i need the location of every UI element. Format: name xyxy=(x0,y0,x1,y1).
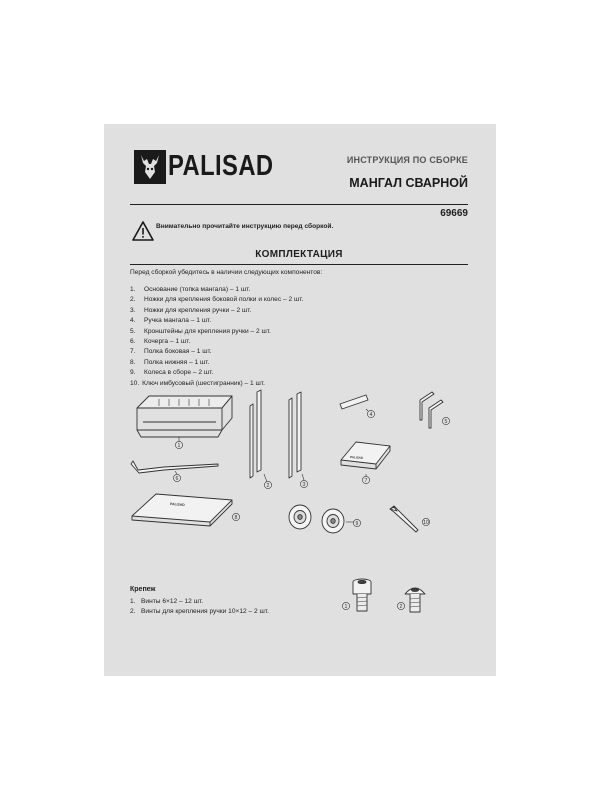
callout-8: 8 xyxy=(234,515,238,521)
callout-2: 2 xyxy=(266,483,270,489)
item-number: 7. xyxy=(130,348,136,356)
item-number: 5. xyxy=(130,327,136,335)
item-text: Основание (топка мангала) – 1 шт. xyxy=(144,286,251,293)
item-text: Кочерга – 1 шт. xyxy=(144,338,191,346)
item-number: 2. xyxy=(130,608,136,615)
kit-heading: КОМПЛЕКТАЦИЯ xyxy=(255,249,343,260)
item-text: Полка боковая – 1 шт. xyxy=(144,348,212,356)
item-text: Винты 6×12 – 12 шт. xyxy=(141,598,204,605)
item-number: 1. xyxy=(130,286,136,293)
shelf-brand-mark: PALISAD xyxy=(169,502,185,508)
side-shelf-brand-mark: PALISAD xyxy=(349,455,364,460)
instruction-sheet xyxy=(104,124,496,676)
article-number: 69669 xyxy=(440,208,468,219)
item-text: Колеса в сборе – 2 шт. xyxy=(144,369,214,377)
item-number: 8. xyxy=(130,358,136,366)
item-text: Полка нижняя – 1 шт. xyxy=(144,358,210,366)
poker-drawing xyxy=(131,461,218,482)
item-text: Ключ имбусовый (шестигранник) – 1 шт. xyxy=(142,379,265,387)
hex-key-drawing xyxy=(390,506,430,532)
callout-3: 3 xyxy=(302,482,306,488)
item-number: 6. xyxy=(130,338,136,346)
legs-handle-drawing xyxy=(289,392,308,488)
firebox-drawing xyxy=(137,396,232,449)
warning-text: Внимательно прочитайте инструкцию перед сборкой. xyxy=(156,223,334,230)
item-text: Винты для крепления ручки 10×12 – 2 шт. xyxy=(141,608,269,615)
fasteners-heading: Крепеж xyxy=(130,586,156,593)
callout-5: 5 xyxy=(444,419,448,425)
product-title: МАНГАЛ СВАРНОЙ xyxy=(349,176,468,190)
kit-intro: Перед сборкой убедитесь в наличии следующих компонентов: xyxy=(130,269,323,276)
list-item xyxy=(130,597,269,607)
callout-1: 1 xyxy=(177,443,181,449)
callout-6: 6 xyxy=(175,476,179,482)
item-text: Кронштейны для крепления ручки – 2 шт. xyxy=(144,327,271,335)
item-number: 4. xyxy=(130,317,136,325)
callout-4: 4 xyxy=(369,412,373,418)
item-number: 1. xyxy=(130,598,136,605)
item-number: 3. xyxy=(130,306,136,314)
item-text: Ножки для крепления боковой полки и колес – 2 шт. xyxy=(144,296,304,304)
document-type: ИНСТРУКЦИЯ ПО СБОРКЕ xyxy=(346,155,468,165)
callout-10: 10 xyxy=(423,520,429,526)
brand-name: PALISAD xyxy=(168,150,274,182)
components-drawing xyxy=(104,124,496,676)
item-text: Ручка мангала – 1 шт. xyxy=(144,317,212,325)
fastener-callout-2: 2 xyxy=(399,604,403,610)
item-text: Ножки для крепления ручки – 2 шт. xyxy=(144,306,252,314)
item-number: 2. xyxy=(130,296,136,304)
fastener-callout-1: 1 xyxy=(344,604,348,610)
fasteners-list xyxy=(130,597,269,617)
item-number: 10. xyxy=(130,379,140,387)
bottom-shelf-drawing xyxy=(132,494,240,526)
item-number: 9. xyxy=(130,369,136,377)
wheels-drawing xyxy=(289,505,361,533)
callout-9: 9 xyxy=(355,521,359,527)
list-item xyxy=(130,607,269,617)
callout-7: 7 xyxy=(364,478,368,484)
legs-side-shelf-drawing xyxy=(250,390,272,489)
